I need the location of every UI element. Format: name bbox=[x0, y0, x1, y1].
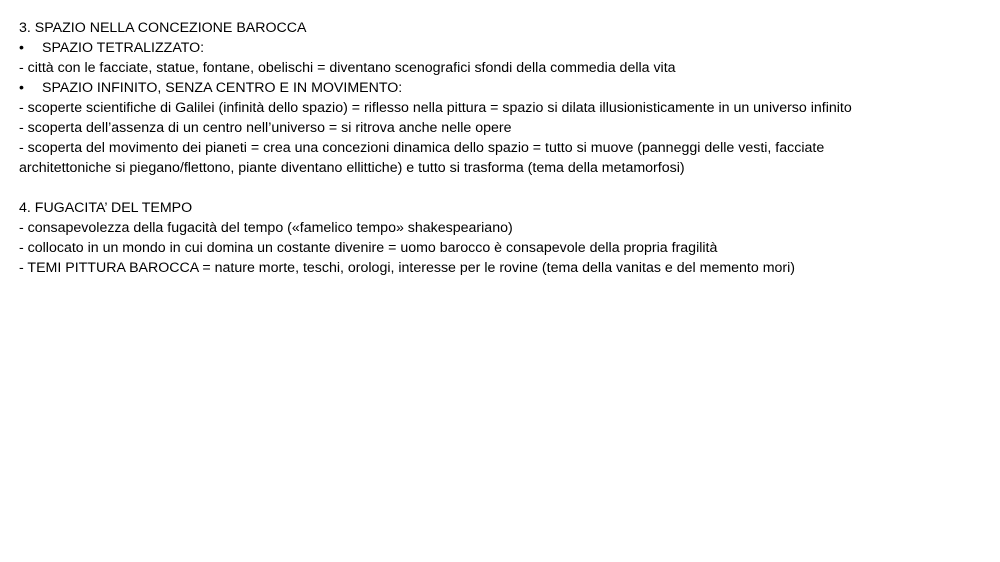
section4-line-divenire: - collocato in un mondo in cui domina un costante divenire = uomo barocco è consapevole della propria fragilità bbox=[19, 240, 718, 256]
section3-bullet-infinito bbox=[19, 78, 979, 98]
section3-line-centro: - scoperta dell’assenza di un centro nell’universo = si ritrova anche nelle opere bbox=[19, 120, 512, 136]
section3-line-movimento: - scoperta del movimento dei pianeti = crea una concezioni dinamica dello spazio = tutto si muove (panneggi delle vesti, facciate architettoniche si piegano/flettono, piante diventano ellittiche) e tutto si trasforma (tema della metamorfosi) bbox=[19, 140, 825, 176]
bullet-mark: • bbox=[19, 80, 24, 96]
section4-heading: 4. FUGACITA’ DEL TEMPO bbox=[19, 200, 193, 216]
section3-heading: 3. SPAZIO NELLA CONCEZIONE BAROCCA bbox=[19, 20, 307, 36]
spacer bbox=[19, 178, 979, 198]
section3-bullet-tetralizzato bbox=[19, 38, 979, 58]
section4-line-consapevolezza: - consapevolezza della fugacità del tempo («famelico tempo» shakespeariano) bbox=[19, 220, 513, 236]
section3-line-galilei: - scoperte scientifiche di Galilei (infinità dello spazio) = riflesso nella pittura = spazio si dilata illusionisticamente in un universo infinito bbox=[19, 100, 852, 116]
section4-line-temi: - TEMI PITTURA BAROCCA = nature morte, teschi, orologi, interesse per le rovine (tema della vanitas e del memento mori) bbox=[19, 260, 796, 276]
slide-content bbox=[19, 18, 979, 278]
bullet-mark: • bbox=[19, 40, 24, 56]
section3-line-citta: - città con le facciate, statue, fontane, obelischi = diventano scenografici sfondi della commedia della vita bbox=[19, 60, 676, 76]
bullet-text: SPAZIO TETRALIZZATO: bbox=[42, 40, 205, 56]
bullet-text: SPAZIO INFINITO, SENZA CENTRO E IN MOVIMENTO: bbox=[42, 80, 403, 96]
